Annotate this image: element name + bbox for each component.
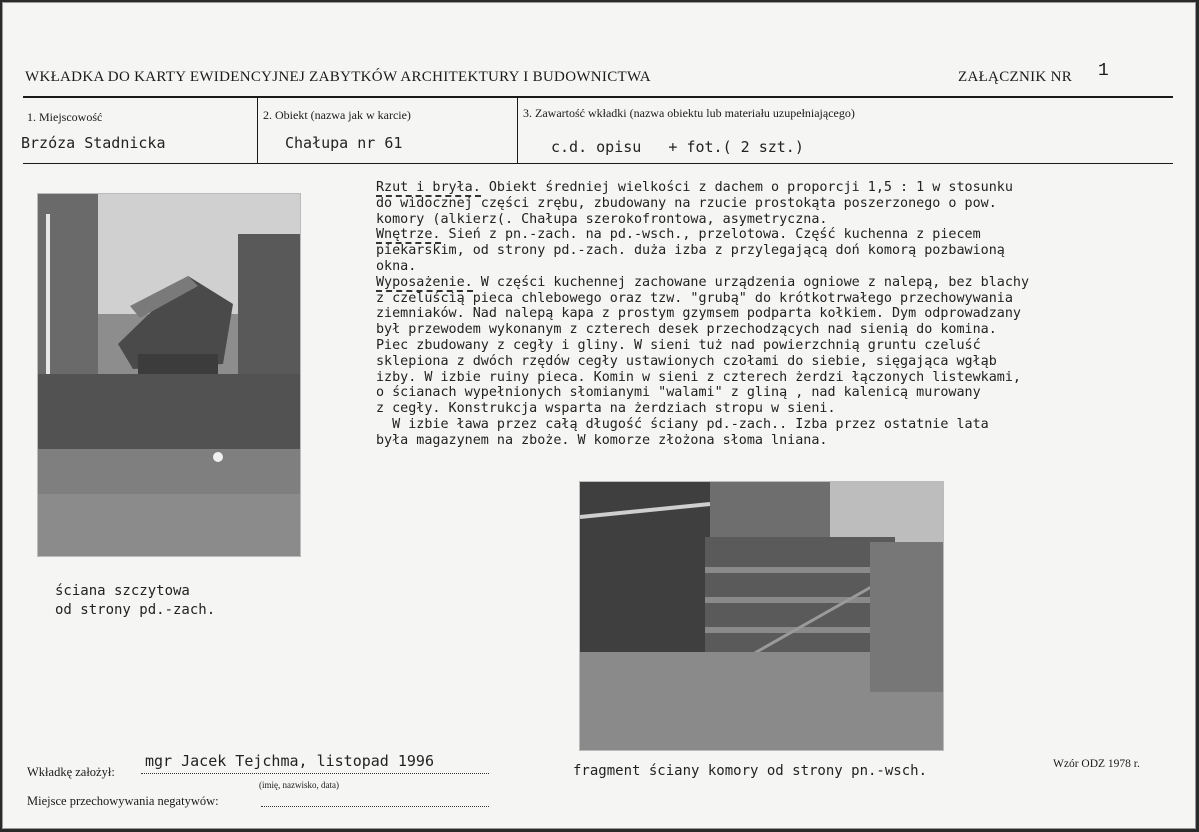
description-line: W izbie ława przez całą długość ściany pd.-zach.. Izba przez ostatnie lata (376, 416, 989, 432)
description-line: Sień z pn.-zach. na pd.-wsch., przelotowa. Część kuchenna z piecem (440, 227, 981, 243)
locality-label: 1. Miejscowość (27, 110, 103, 124)
description-line: z czeluścią pieca chlebowego oraz tzw. "grubą" do krótkotrwałego przechowywania (376, 290, 1013, 306)
photo-chamber-wall (579, 481, 944, 751)
annex-label: ZAŁĄCZNIK NR (958, 69, 1073, 85)
photo-gable-wall-image (38, 194, 300, 556)
description-line: była magazynem na zboże. W komorze złożona słoma lniana. (376, 432, 828, 448)
heading-plan-and-form: Rzut i bryła. (376, 180, 481, 195)
description-line: W części kuchennej zachowane urządzenia ogniowe z nalepą, bez blachy (472, 274, 1030, 290)
locality-value: Brzóza Stadnicka (21, 134, 166, 152)
card-title: WKŁADKA DO KARTY EWIDENCYJNEJ ZABYTKÓW ARCHITEKTURY I BUDOWNICTWA (25, 69, 651, 85)
header-rule (23, 96, 1173, 98)
description-text (376, 180, 1196, 449)
field-divider-2 (517, 98, 518, 164)
form-note: Wzór ODZ 1978 r. (1053, 758, 1140, 770)
description-line: komory (alkierz(. Chałupa szerokofrontowa, asymetryczna. (376, 211, 828, 227)
author-label: Wkładkę założył: (27, 765, 115, 779)
author-dotted-line (141, 773, 489, 774)
description-line: sklepiona z dwóch rzędów cegły ustawionych czołami do siebie, sięgająca wgłąb (376, 353, 997, 369)
heading-interior: Wnętrze. (376, 227, 441, 243)
content-value: c.d. opisu + fot.( 2 szt.) (551, 138, 804, 156)
description-line: okna. (376, 258, 417, 274)
annex-number: 1 (1098, 61, 1109, 81)
record-card (2, 2, 1196, 829)
description-line: Obiekt średniej wielkości z dachem o proporcji 1,5 : 1 w stosunku (480, 180, 1013, 195)
description-line: o ścianach wypełnionych słomianymi "walami" z gliną , nad kalenicą murowany (376, 385, 981, 401)
description-line: do widocznej części zrębu, zbudowany na rzucie prostokąta poszerzonego o pow. (376, 195, 997, 211)
photo2-caption: fragment ściany komory od strony pn.-wsch. (573, 763, 928, 779)
description-line: był przewodem wykonanym z czterech desek przechodzących nad sienią do komina. (376, 322, 997, 338)
description-line: z cegły. Konstrukcja wsparta na żerdziach stropu w sieni. (376, 401, 836, 417)
field-divider-1 (257, 98, 258, 164)
object-label: 2. Obiekt (nazwa jak w karcie) (263, 108, 411, 122)
heading-furnishings: Wyposażenie. (376, 274, 473, 290)
author-hint: (imię, nazwisko, data) (259, 780, 339, 790)
photo-gable-wall (37, 193, 301, 557)
photo1-caption-line1: ściana szczytowa (55, 583, 190, 599)
storage-label: Miejsce przechowywania negatywów: (27, 794, 219, 808)
object-value: Chałupa nr 61 (285, 134, 403, 152)
content-label: 3. Zawartość wkładki (nazwa obiektu lub materiału uzupełniającego) (523, 106, 855, 120)
description-line: Piec zbudowany z cegły i gliny. W sieni tuż nad powierzchnią gruntu czeluść (376, 337, 981, 353)
author-value: mgr Jacek Tejchma, listopad 1996 (145, 752, 434, 770)
fields-bottom-rule (23, 163, 1173, 164)
photo-chamber-wall-image (580, 482, 943, 750)
photo1-caption (55, 582, 215, 620)
description-line: piekarskim, od strony pd.-zach. duża izba z przylegającą doń komorą pozbawioną (376, 243, 1005, 259)
storage-dotted-line (261, 806, 489, 807)
photo1-caption-line2: od strony pd.-zach. (55, 602, 216, 618)
description-line: izby. W izbie ruiny pieca. Komin w sieni z czterech żerdzi łączonych listewkami, (376, 369, 1021, 385)
description-line: ziemniaków. Nad nalepą kapa z prostym gzymsem podparta kołkiem. Dym odprowadzany (376, 306, 1021, 322)
